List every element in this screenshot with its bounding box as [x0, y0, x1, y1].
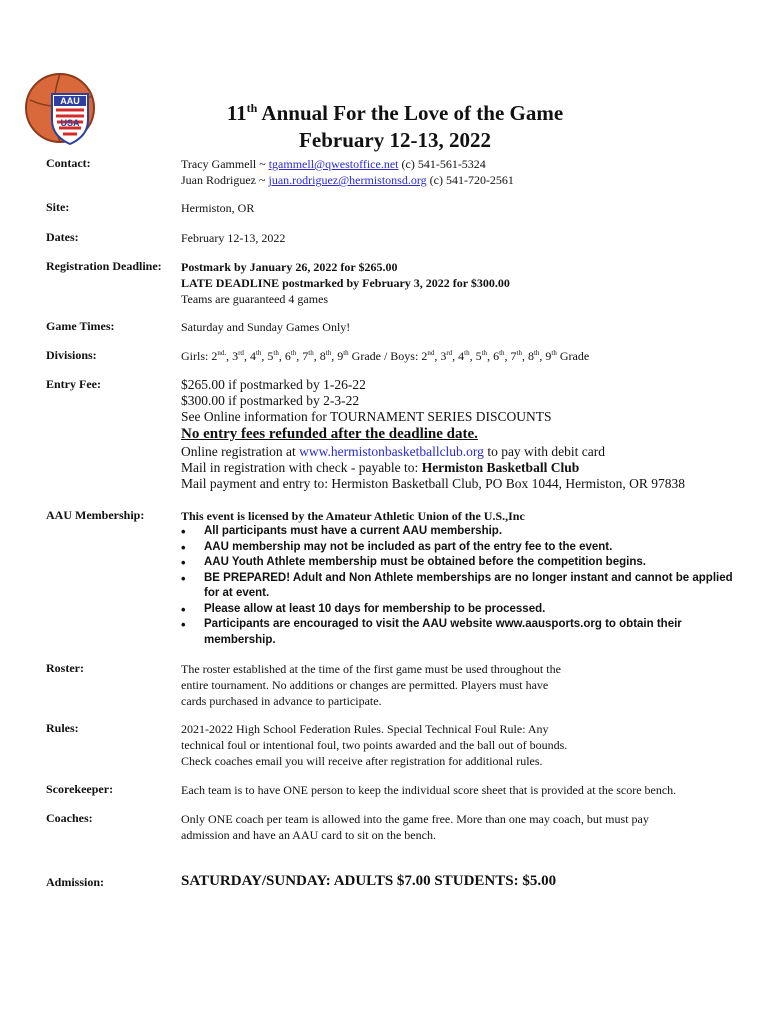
grade-number: 6: [284, 349, 291, 363]
game-times-label: Game Times:: [46, 319, 115, 333]
registration-label: Registration Deadline:: [46, 259, 162, 273]
registration-line-1: Postmark by January 26, 2022 for $265.00: [181, 260, 398, 274]
grade-suffix: th: [325, 349, 332, 357]
admission-label: Admission:: [46, 875, 105, 889]
rules-line: 2021-2022 High School Federation Rules. Special Technical Foul Rule: Any: [181, 722, 549, 736]
grade-suffix: th: [516, 349, 522, 357]
grade-number: 6: [493, 349, 500, 363]
grade-suffix: th: [551, 349, 557, 357]
rules-line: technical foul or intentional foul, two points awarded and the ball out of bounds.: [181, 738, 568, 752]
fee-line-2: $300.00 if postmarked by 2-3-22: [181, 393, 360, 408]
grade-suffix: th: [255, 349, 262, 357]
site-value: Hermiston, OR: [181, 201, 255, 215]
grade-suffix: rd: [238, 349, 244, 357]
girls-grades: $2^{nd.}$, 3rd, 4th, 5th, 6th, 7th, 8th, 9th: [211, 349, 349, 363]
logo-usa-text: USA: [60, 118, 80, 128]
roster-label: Roster:: [46, 661, 84, 675]
dates-label: Dates:: [46, 230, 79, 244]
grade-number: 9: [337, 349, 344, 363]
roster-line: cards purchased in advance to participate.: [181, 694, 382, 708]
grade-number: 4: [249, 349, 256, 363]
grade-number: 7: [302, 349, 309, 363]
aau-requirement-item: • Please allow at least 10 days for membership to be processed.: [181, 602, 741, 618]
grade-number: 3: [440, 349, 447, 363]
fee-line-3: See Online information for TOURNAMENT SERIES DISCOUNTS: [181, 409, 552, 424]
grade-suffix: th: [464, 349, 470, 357]
grade-suffix: th: [533, 349, 540, 357]
tracy-email-link[interactable]: tgammell@qwestoffice.net: [268, 157, 399, 171]
divisions-label: Divisions:: [46, 348, 97, 362]
juan-email-link[interactable]: juan.rodriguez@hermistonsd.org: [268, 173, 427, 187]
payee-name: Hermiston Basketball Club: [421, 460, 580, 475]
grade-number: 7: [510, 349, 517, 363]
grade-suffix: th: [273, 349, 279, 357]
coaches-line: admission and have an AAU card to sit on the bench.: [181, 828, 436, 842]
admission-value: SATURDAY/SUNDAY: ADULTS $7.00 STUDENTS: $5.00: [181, 873, 557, 889]
grade-suffix: th: [343, 349, 349, 357]
grade-number: 3: [232, 349, 239, 363]
rules-label: Rules:: [46, 721, 79, 735]
grade-number: 9: [545, 349, 552, 363]
aau-label: AAU Membership:: [46, 508, 145, 522]
fee-line-1: $265.00 if postmarked by 1-26-22: [181, 377, 366, 392]
grade-suffix: nd: [427, 349, 435, 357]
aau-requirement-item: • AAU membership may not be included as part of the entry fee to the event.: [181, 540, 741, 556]
grade-suffix: th: [308, 349, 314, 357]
registration-website-link[interactable]: www.hermistonbasketballclub.org: [299, 444, 484, 459]
grade-suffix: th: [481, 349, 488, 357]
roster-line: entire tournament. No additions or changes are permitted. Players must have: [181, 678, 549, 692]
grade-number: 5: [475, 349, 482, 363]
title-date: February 12-13, 2022: [299, 128, 491, 152]
refund-notice: No entry fees refunded after the deadline date.: [181, 426, 478, 442]
grade-number: 5: [267, 349, 274, 363]
grade-suffix: nd.: [217, 349, 227, 357]
mail-address: Mail payment and entry to: Hermiston Basketball Club, PO Box 1044, Hermiston, OR 97838: [181, 476, 685, 491]
grade-suffix: th: [499, 349, 505, 357]
coaches-label: Coaches:: [46, 811, 93, 825]
aau-requirements-list: [181, 524, 741, 648]
aau-requirement-item: • BE PREPARED! Adult and Non Athlete memberships are no longer instant and cannot be applied for at event.: [181, 571, 741, 602]
registration-line-3: Teams are guaranteed 4 games: [181, 292, 329, 306]
registration-line-2: LATE DEADLINE postmarked by February 3, 2022 for $300.00: [181, 276, 510, 290]
grade-number: 4: [458, 349, 465, 363]
logo-aau-text: AAU: [60, 96, 80, 106]
aau-intro: This event is licensed by the Amateur Athletic Union of the U.S.,Inc: [181, 509, 525, 523]
scorekeeper-label: Scorekeeper:: [46, 782, 114, 796]
aau-requirement-item: • Participants are encouraged to visit the AAU website www.aausports.org to obtain their membership.: [181, 617, 741, 648]
divisions-value: Girls: $2^{nd.}$, 3rd, 4th, 5th, 6th, 7th, 8th, 9th Grade / Boys: 2nd, 3rd, 4th, 5th, 6th, 7th, 8th, 9th Grade: [181, 349, 590, 363]
scorekeeper-value: Each team is to have ONE person to keep the individual score sheet that is provided at the score bench.: [181, 783, 677, 797]
site-label: Site:: [46, 200, 70, 214]
title-line: 11th Annual For the Love of the Game: [226, 101, 564, 125]
game-times-value: Saturday and Sunday Games Only!: [181, 320, 351, 334]
dates-value: February 12-13, 2022: [181, 231, 286, 245]
entry-fee-label: Entry Fee:: [46, 377, 101, 391]
aau-requirement-item: • AAU Youth Athlete membership must be obtained before the competition begins.: [181, 555, 741, 571]
boys-grades: 2nd, 3rd, 4th, 5th, 6th, 7th, 8th, 9th: [421, 349, 557, 363]
grade-number: 2: [211, 349, 218, 363]
page-title: [160, 100, 630, 154]
grade-number: 8: [527, 349, 534, 363]
rules-line: Check coaches email you will receive after registration for additional rules.: [181, 754, 543, 768]
grade-number: 8: [319, 349, 326, 363]
aau-requirement-item: • All participants must have a current AAU membership.: [181, 524, 741, 540]
roster-line: The roster established at the time of the first game must be used throughout the: [181, 662, 561, 676]
grade-suffix: th: [290, 349, 297, 357]
contact-label: Contact:: [46, 156, 91, 170]
grade-number: 2: [421, 349, 428, 363]
aau-usa-logo: [22, 70, 102, 150]
coaches-line: Only ONE coach per team is allowed into the game free. More than one may coach, but must pay: [181, 812, 649, 826]
grade-suffix: rd: [446, 349, 453, 357]
